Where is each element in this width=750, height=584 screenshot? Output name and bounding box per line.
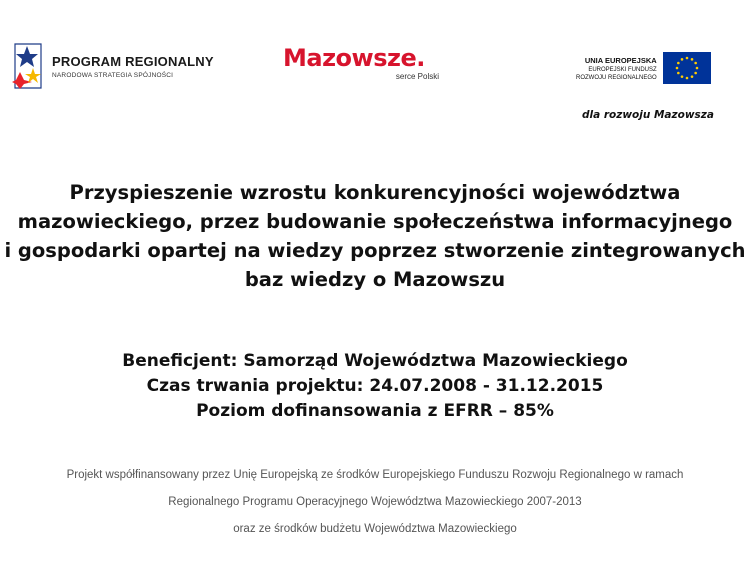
title-line: i gospodarki opartej na wiedzy poprzez stworzenie zintegrowanych xyxy=(4,239,746,262)
eu-line2: EUROPEJSKI FUNDUSZ xyxy=(588,67,657,73)
project-title xyxy=(0,178,750,294)
mazowsze-brand xyxy=(283,46,445,70)
mazowsze-sub: serce Polski xyxy=(395,72,439,81)
nss-star-logo-icon xyxy=(12,42,42,90)
beneficiary: Beneficjent: Samorząd Województwa Mazowieckiego xyxy=(122,351,628,371)
title-line: mazowieckiego, przez budowanie społeczeństwa informacyjnego xyxy=(17,210,733,233)
program-title: PROGRAM REGIONALNY xyxy=(52,53,214,69)
eu-flag-icon xyxy=(663,52,711,84)
eu-star-icon xyxy=(690,58,693,61)
cofinancing-note xyxy=(0,462,750,543)
eu-line1: UNIA EUROPEJSKA xyxy=(584,56,657,65)
eu-star-icon xyxy=(685,77,688,80)
eu-star-icon xyxy=(677,62,680,65)
eu-star-icon xyxy=(695,67,698,70)
eu-star-icon xyxy=(694,62,697,65)
title-line: baz wiedzy o Mazowszu xyxy=(244,268,506,291)
eu-logo xyxy=(576,52,711,84)
funding-level: Poziom dofinansowania z EFRR – 85% xyxy=(196,401,554,421)
footer-line: Projekt współfinansowany przez Unię Europejską ze środków Europejskiego Funduszu Rozwoju Regionalnego w ramach xyxy=(66,469,684,481)
eu-star-icon xyxy=(680,75,683,78)
project-info xyxy=(0,349,750,424)
eu-star-icon xyxy=(675,67,678,70)
eu-line3: ROZWOJU REGIONALNEGO xyxy=(576,75,657,81)
footer-line: oraz ze środków budżetu Województwa Mazowieckiego xyxy=(233,523,517,535)
eu-star-icon xyxy=(677,72,680,75)
program-subtitle: NARODOWA STRATEGIA SPÓJNOŚCI xyxy=(52,71,174,79)
eu-star-icon xyxy=(694,72,697,75)
footer-line: Regionalnego Programu Operacyjnego Województwa Mazowieckiego 2007-2013 xyxy=(168,496,582,508)
title-line: Przyspieszenie wzrostu konkurencyjności województwa xyxy=(69,181,681,204)
mazowsze-logo xyxy=(283,46,445,81)
eu-star-icon xyxy=(680,58,683,61)
tagline: dla rozwoju Mazowsza xyxy=(581,109,714,121)
project-duration: Czas trwania projektu: 24.07.2008 - 31.12.2015 xyxy=(146,376,604,396)
program-regionalny-logo xyxy=(12,42,214,90)
eu-star-icon xyxy=(685,57,688,60)
eu-star-icon xyxy=(690,75,693,78)
mazowsze-wordmark: Mazowsze. xyxy=(283,44,425,72)
